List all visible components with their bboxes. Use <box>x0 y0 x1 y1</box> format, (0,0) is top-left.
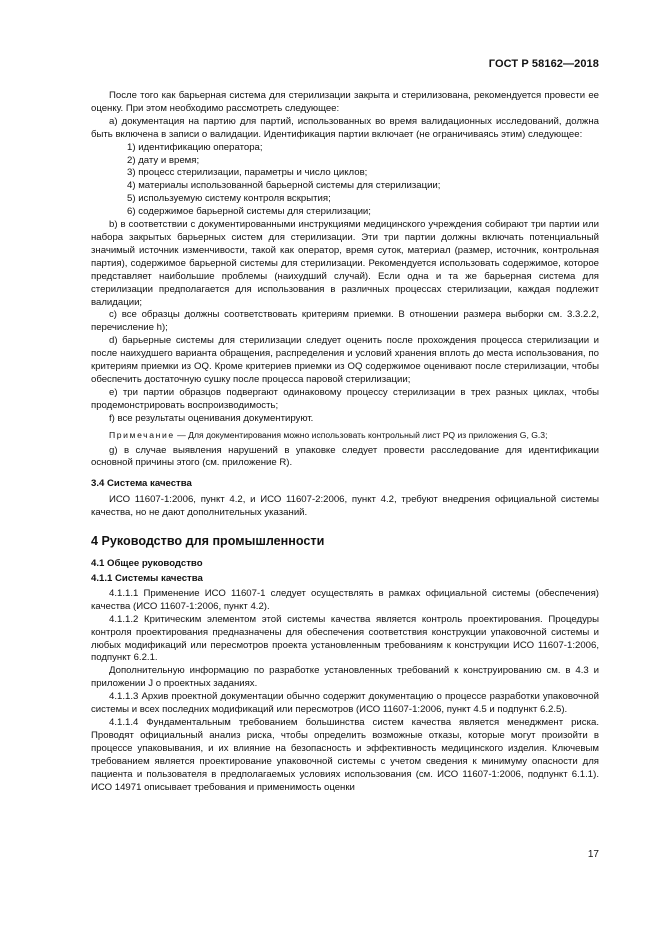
section-3-4-text: ИСО 11607-1:2006, пункт 4.2, и ИСО 11607-2:2006, пункт 4.2, требуют внедрения официальной системы качества, но не дают дополнительных указаний. <box>91 494 599 519</box>
intro-paragraph: После того как барьерная система для стерилизации закрыта и стерилизована, рекомендуется провести ее оценку. При этом необходимо рассмотреть следующее: <box>91 90 599 114</box>
list-item-a: а) документация на партию для партий, использованных во время валидационных исследований, должна быть включена в записи о валидации. Идентификация партии включает (не ограничиваясь этим) следующее: <box>91 115 599 140</box>
paragraph-4-1-1-1: 4.1.1.1 Применение ИСО 11607-1 следует осуществлять в рамках официальной системы (обеспечения) качества (ИСО 11607-1:2006, пункт 4.2). <box>91 587 599 612</box>
list-item-b: b) в соответствии с документированными инструкциями медицинского учреждения собирают три партии или набора закрытых барьерных систем для стерилизации. Эти три партии должны включать потенциальный значимый источник изменчивости, такой как оператор, время суток, материал (размер, источник, контрольная партия), содержимое барьерной системы для стерилизации. Рекомендуется использовать содержимое, которое представляет наибольшие проблемы (наихудший случай). Если одна и та же барьерная система для стерилизации предполагается для использования в различных процессах стерилизации, каждая подлежит валидации; <box>91 219 599 308</box>
section-4-1-heading: 4.1 Общее руководство <box>91 558 203 570</box>
list-item-c: с) все образцы должны соответствовать критериям приемки. В отношении размера выборки см. 3.3.2.2, перечисление h); <box>91 309 599 334</box>
paragraph-4-1-1-4: 4.1.1.4 Фундаментальным требованием большинства систем качества является менеджмент риска. Проводят официальный анализ риска, чтобы определить возможные отказы, которые могут произойти в процессе упаковывания, и их влияние на безопасность и эффективность медицинского изделия. Ключевым требованием является проектирование упаковочной системы с учетом сведения к минимуму опасности для пациента и пользователя в предполагаемых условиях использования (см. ИСО 11607-1:2006, подпункт 6.1.1). ИСО 14971 описывает требования и применимость оценки <box>91 716 599 793</box>
note-text: — Для документирования можно использовать контрольный лист PQ из приложения G, G.3; <box>174 429 548 440</box>
note-label: Примечание <box>109 429 175 440</box>
list-item-d: d) барьерные системы для стерилизации следует оценить после прохождения процесса стерилизации и после наихудшего варианта обращения, распределения и условий хранения вплоть до места использования, по критериям приемки из OQ. Кроме критериев приемки из OQ содержимое оценивают после стерилизации, чтобы обеспечить достаточную сушку после процесса паровой стерилизации; <box>91 335 599 385</box>
paragraph-4-1-1-2: 4.1.1.2 Критическим элементом этой системы качества является контроль проектирования. Процедуры контроля проектирования предназначены для обеспечения соответствия конструкции упаковочной системы и любых модификаций или пересмотров проекта установленным требованиям к конструкции ИСО 11607-1:2006, подпункт 6.2.1. <box>91 613 599 664</box>
list-item-e: е) три партии образцов подвергают одинаковому процессу стерилизации в трех разных циклах, чтобы продемонстрировать воспроизводимость; <box>91 386 599 411</box>
page-number: 17 <box>587 849 599 860</box>
document-body <box>91 90 599 794</box>
sublist-item: 3) процесс стерилизации, параметры и число циклов; <box>127 167 368 179</box>
list-item-f: f) все результаты оценивания документируют. <box>109 412 314 424</box>
sublist-item: 6) содержимое барьерной системы для стерилизации; <box>127 206 371 218</box>
document-header-id: ГОСТ Р 58162—2018 <box>488 58 599 70</box>
list-item-g: g) в случае выявления нарушений в упаковке следует провести расследование для идентификации основной причины этого (см. приложение R). <box>91 444 599 469</box>
section-4-heading: 4 Руководство для промышленности <box>91 534 325 549</box>
paragraph-4-1-1-3: 4.1.1.3 Архив проектной документации обычно содержит документацию о процессе разработки упаковочной системы и всех последних модификаций или пересмотров (ИСО 11607-1:2006, пункт 4.5 и подпункт 6.2.5). <box>91 691 599 716</box>
paragraph-additional-info: Дополнительную информацию по разработке установленных требований к конструированию см. в 4.3 и приложении J о проектных заданиях. <box>91 665 599 690</box>
sublist-item: 1) идентификацию оператора; <box>127 141 263 153</box>
sublist-item: 2) дату и время; <box>127 154 200 166</box>
section-3-4-heading: 3.4 Система качества <box>91 478 192 490</box>
section-4-1-1-heading: 4.1.1 Системы качества <box>91 573 203 584</box>
sublist-item: 4) материалы использованной барьерной системы для стерилизации; <box>127 180 441 192</box>
sublist-item: 5) используемую систему контроля вскрытия; <box>127 193 331 205</box>
note <box>91 429 599 441</box>
